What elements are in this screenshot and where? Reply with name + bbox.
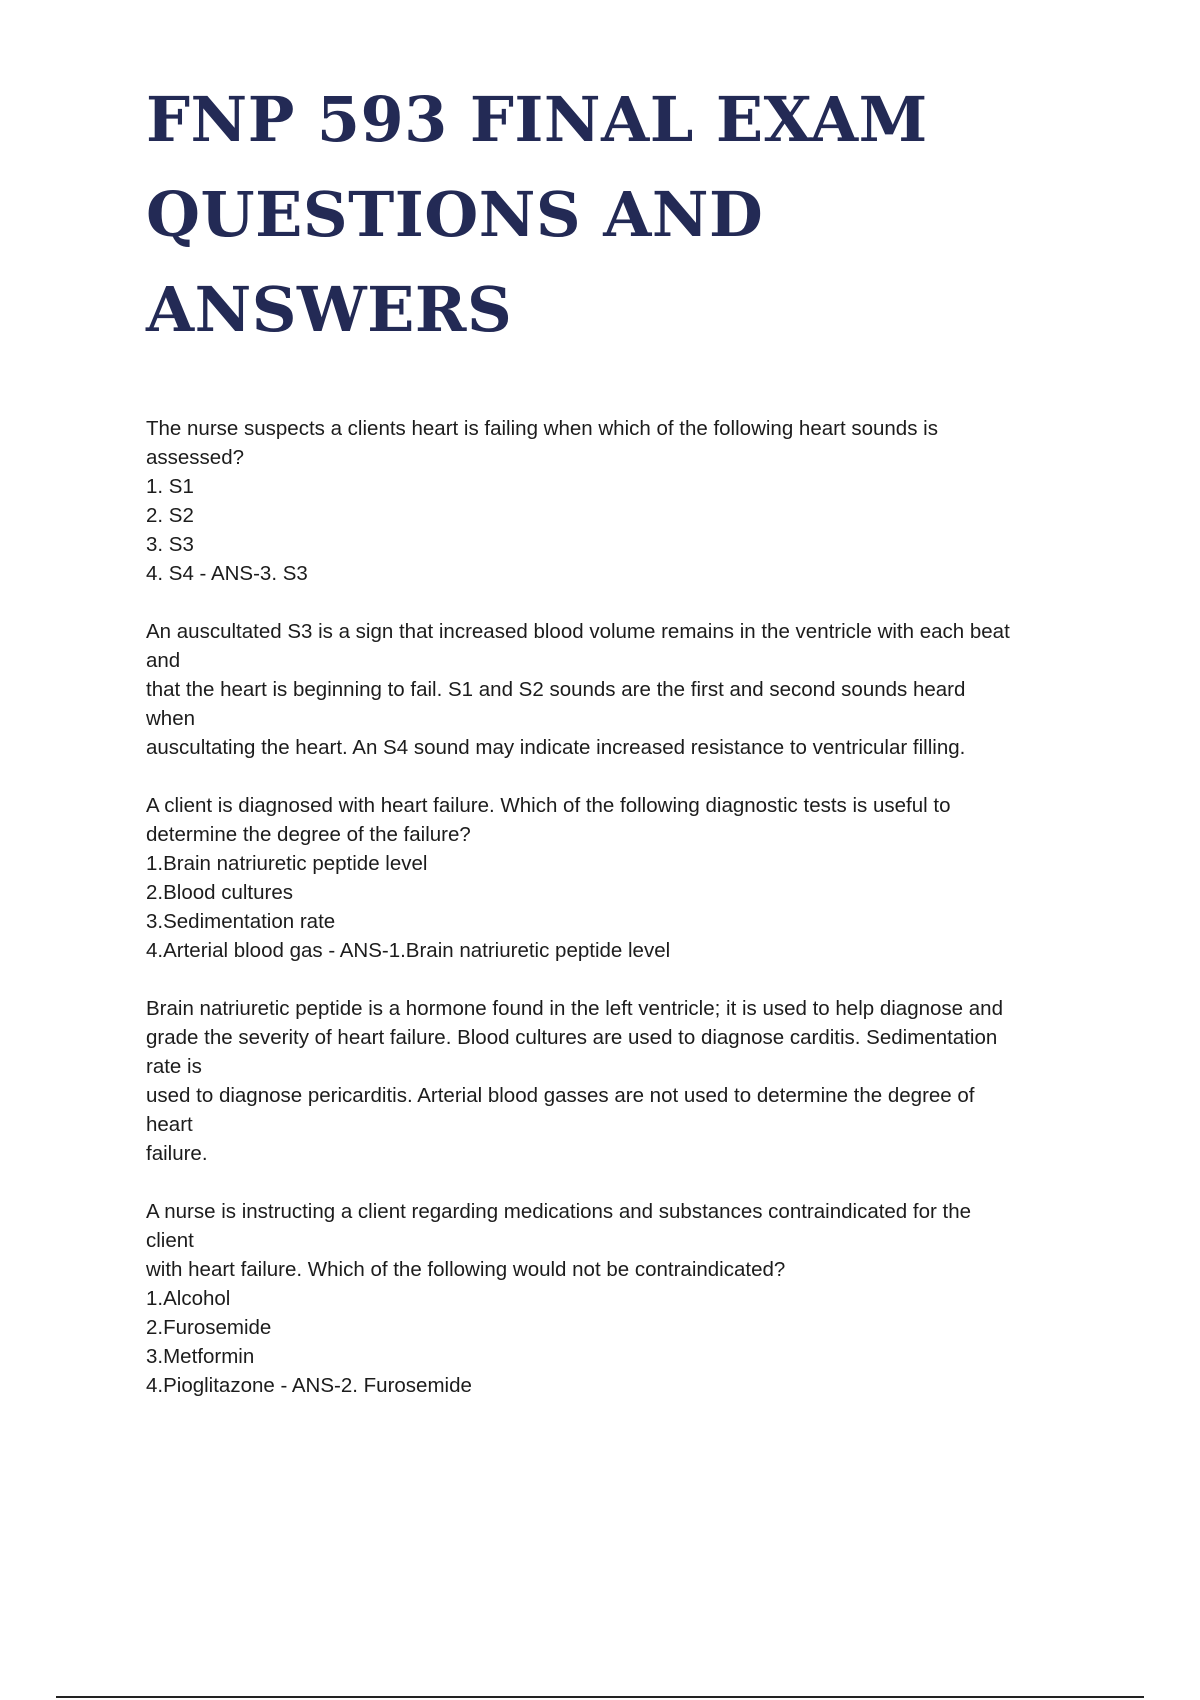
question-text-line: determine the degree of the failure? xyxy=(146,823,471,846)
title-line-2: QUESTIONS AND xyxy=(146,178,764,251)
answer-option: 3.Metformin xyxy=(146,1345,255,1368)
rationale-line: when xyxy=(146,707,196,730)
rationale-line: An auscultated S3 is a sign that increased blood volume remains in the ventricle with each beat xyxy=(146,620,1010,643)
question-text-line: A client is diagnosed with heart failure. Which of the following diagnostic tests is useful to xyxy=(146,794,951,817)
answer-option: 2.Furosemide xyxy=(146,1316,272,1339)
question-text-line: client xyxy=(146,1229,194,1252)
document-body xyxy=(146,414,1086,1429)
title-line-3: ANSWERS xyxy=(146,273,513,346)
question-text-line: with heart failure. Which of the following would not be contraindicated? xyxy=(146,1258,786,1281)
rationale-2 xyxy=(146,994,1086,1168)
answer-option: 3. S3 xyxy=(146,533,194,556)
title-line-1: FNP 593 FINAL EXAM xyxy=(146,83,928,156)
question-text-line: A nurse is instructing a client regarding medications and substances contraindicated for the xyxy=(146,1200,972,1223)
answer-option: 1.Brain natriuretic peptide level xyxy=(146,852,428,875)
answer-option-with-key: 4.Pioglitazone - ANS-2. Furosemide xyxy=(146,1374,472,1397)
rationale-line: that the heart is beginning to fail. S1 and S2 sounds are the first and second sounds heard xyxy=(146,678,966,701)
document-title xyxy=(146,72,1106,357)
rationale-line: used to diagnose pericarditis. Arterial blood gasses are not used to determine the degree of xyxy=(146,1084,975,1107)
rationale-line: grade the severity of heart failure. Blood cultures are used to diagnose carditis. Sedimentation xyxy=(146,1026,998,1049)
rationale-line: auscultating the heart. An S4 sound may indicate increased resistance to ventricular filling. xyxy=(146,736,966,759)
footer-divider xyxy=(56,1696,1144,1698)
answer-option: 2.Blood cultures xyxy=(146,881,294,904)
rationale-line: heart xyxy=(146,1113,193,1136)
question-2 xyxy=(146,791,1086,965)
answer-option: 3.Sedimentation rate xyxy=(146,910,336,933)
rationale-1 xyxy=(146,617,1086,762)
answer-option: 1.Alcohol xyxy=(146,1287,231,1310)
rationale-line: failure. xyxy=(146,1142,208,1165)
answer-option: 2. S2 xyxy=(146,504,194,527)
question-3 xyxy=(146,1197,1086,1400)
answer-option-with-key: 4. S4 - ANS-3. S3 xyxy=(146,562,308,585)
question-text-line: assessed? xyxy=(146,446,245,469)
rationale-line: Brain natriuretic peptide is a hormone found in the left ventricle; it is used to help diagnose and xyxy=(146,997,1003,1020)
rationale-line: and xyxy=(146,649,181,672)
answer-option: 1. S1 xyxy=(146,475,194,498)
answer-option-with-key: 4.Arterial blood gas - ANS-1.Brain natriuretic peptide level xyxy=(146,939,671,962)
question-text-line: The nurse suspects a clients heart is failing when which of the following heart sounds is xyxy=(146,417,938,440)
question-1 xyxy=(146,414,1086,588)
rationale-line: rate is xyxy=(146,1055,202,1078)
